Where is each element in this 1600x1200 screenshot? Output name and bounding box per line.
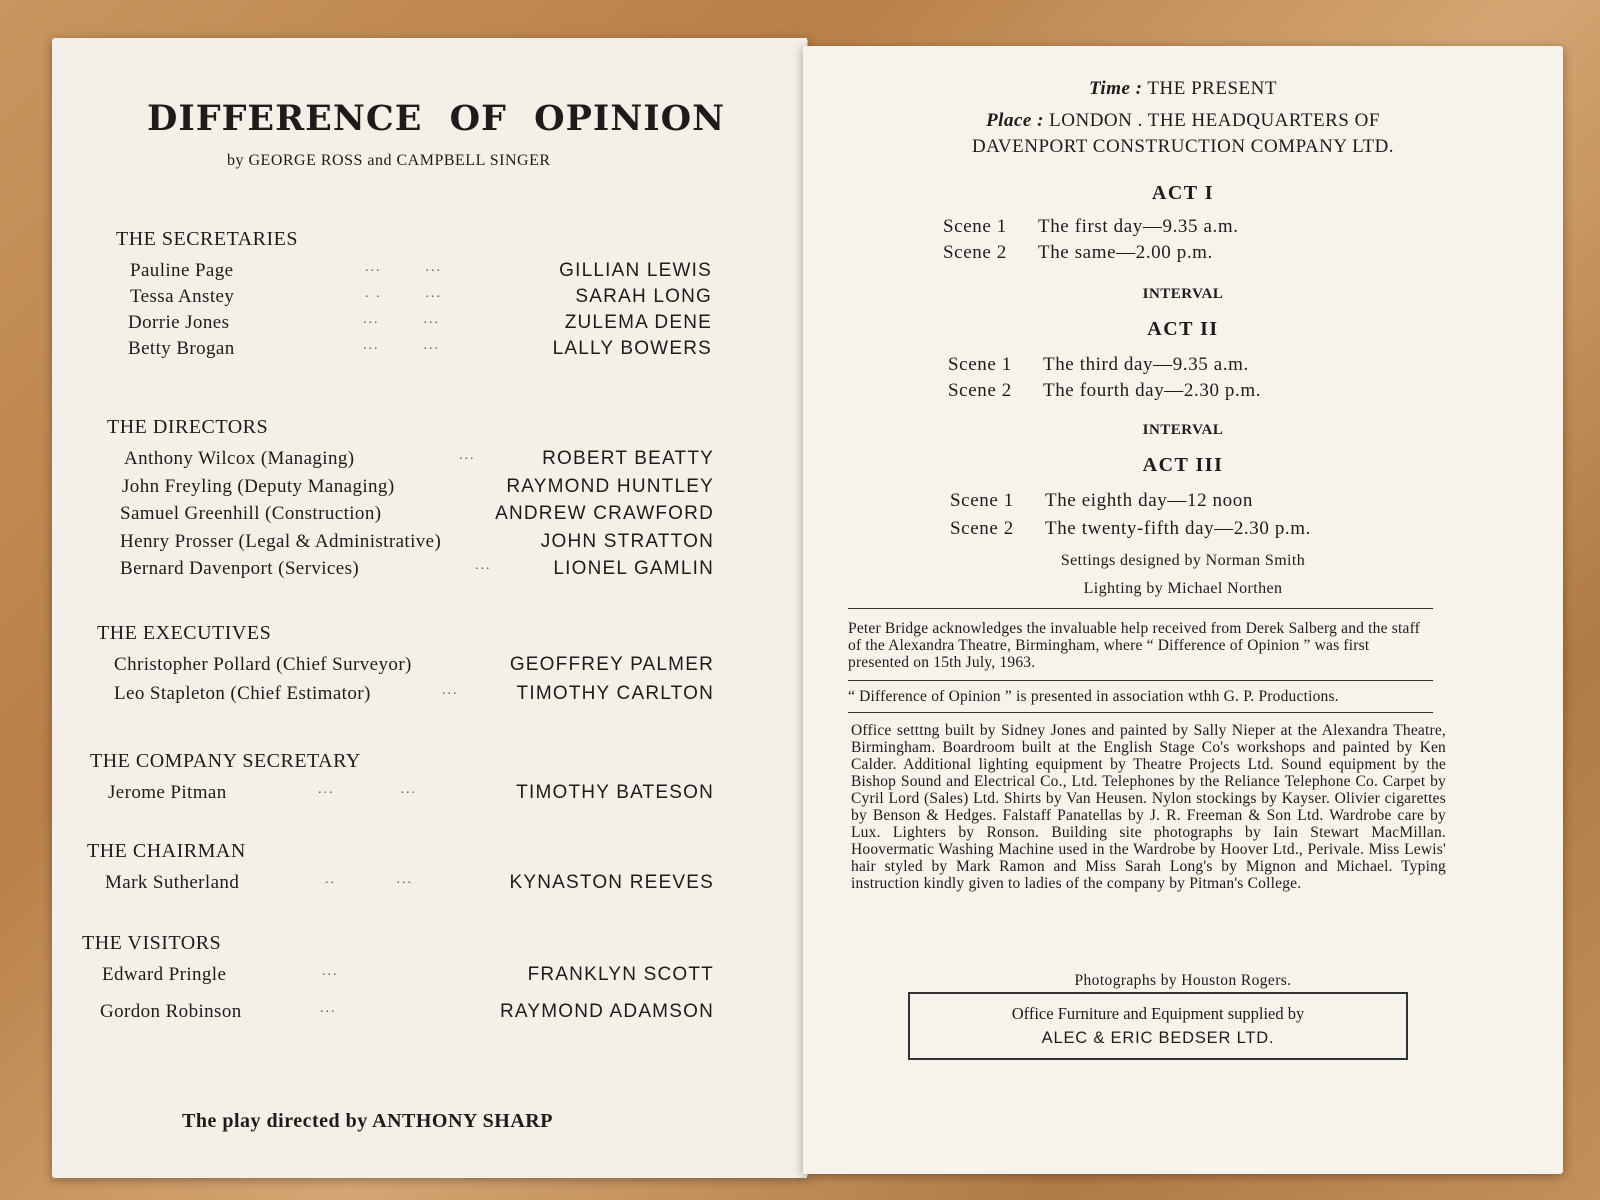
- left-page: [52, 38, 807, 1178]
- character-name: Anthony Wilcox (Managing): [124, 448, 355, 469]
- cast-row: [130, 260, 712, 286]
- actor-name: LIONEL GAMLIN: [553, 558, 714, 579]
- lighting-credit: Lighting by Michael Northen: [1083, 580, 1283, 597]
- scene-description: The twenty-fifth day—2.30 p.m.: [1045, 518, 1312, 539]
- photographs-credit: Photographs by Houston Rogers.: [1074, 972, 1292, 989]
- cast-row: [122, 476, 714, 502]
- act-3-scene-1: [950, 490, 1253, 512]
- actor-name: LALLY BOWERS: [552, 338, 712, 359]
- character-name: Christopher Pollard (Chief Surveyor): [114, 654, 412, 675]
- leader-dots: ...: [322, 964, 339, 979]
- settings-credit: Settings designed by Norman Smith: [1060, 552, 1306, 569]
- divider: [848, 608, 1433, 609]
- cast-row: [120, 558, 714, 584]
- leader-dots: ... ...: [365, 260, 442, 275]
- scene-description: The eighth day—12 noon: [1045, 490, 1253, 511]
- actor-name: RAYMOND HUNTLEY: [506, 475, 714, 497]
- cast-row: [124, 448, 714, 474]
- authors-byline: by GEORGE ROSS and CAMPBELL SINGER: [227, 152, 551, 169]
- character-name: Tessa Anstey: [130, 286, 235, 307]
- time-value: THE PRESENT: [1147, 78, 1277, 99]
- place-company: DAVENPORT CONSTRUCTION COMPANY LTD.: [971, 136, 1395, 157]
- cast-row: [114, 683, 714, 709]
- cast-row: [128, 338, 712, 364]
- section-heading: THE COMPANY SECRETARY: [90, 750, 361, 772]
- cast-row: [128, 312, 712, 338]
- act-3-heading: ACT III: [1142, 454, 1224, 476]
- act-2-scene-1: [948, 354, 1249, 376]
- character-name: Edward Pringle: [102, 964, 227, 985]
- act-2-scene-2: [948, 380, 1261, 402]
- supplier-line-1: Office Furniture and Equipment supplied by: [1011, 1004, 1305, 1023]
- cast-row: [108, 782, 714, 808]
- scene-description: The third day—9.35 a.m.: [1043, 354, 1249, 375]
- cast-row: [130, 286, 712, 312]
- director-credit: The play directed by ANTHONY SHARP: [182, 1110, 553, 1132]
- character-name: Samuel Greenhill (Construction): [120, 503, 382, 524]
- actor-name: FRANKLYN SCOTT: [527, 964, 714, 985]
- character-name: Pauline Page: [130, 260, 234, 281]
- leader-dots: ...: [320, 1001, 337, 1016]
- leader-dots: . . ...: [365, 286, 442, 301]
- time-label: Time :: [1089, 78, 1143, 99]
- cast-row: [120, 503, 714, 529]
- leader-dots: ... ...: [318, 782, 417, 797]
- acknowledgement: Peter Bridge acknowledges the invaluable help received from Derek Salberg and the staff of the Alexandra Theatre, Birmingham, where “ Difference of Opinion ” was first presented on 15th July, 1963.: [848, 620, 1421, 671]
- scene-label: Scene 2: [943, 242, 1007, 263]
- scene-label: Scene 2: [950, 518, 1014, 539]
- cast-row: [105, 872, 714, 898]
- play-title: DIFFERENCE OF OPINION: [147, 98, 726, 139]
- section-heading: THE CHAIRMAN: [87, 840, 246, 862]
- leader-dots: ...: [442, 683, 459, 698]
- cast-row: [102, 964, 714, 990]
- character-name: Mark Sutherland: [105, 872, 240, 893]
- leader-dots: ...: [475, 558, 492, 573]
- scene-description: The first day—9.35 a.m.: [1038, 216, 1239, 237]
- time-line: [803, 78, 1563, 100]
- scene-label: Scene 1: [948, 354, 1012, 375]
- right-page: [803, 46, 1563, 1174]
- leader-dots: .. ...: [325, 872, 413, 887]
- actor-name: SARAH LONG: [575, 286, 712, 307]
- scene-description: The same—2.00 p.m.: [1038, 242, 1213, 263]
- act-3-scene-2: [950, 518, 1311, 540]
- character-name: Dorrie Jones: [128, 312, 230, 333]
- actor-name: KYNASTON REEVES: [509, 872, 714, 893]
- actor-name: TIMOTHY CARLTON: [516, 683, 714, 704]
- production-credits: Office setttng built by Sidney Jones and painted by Sally Nieper at the Alexandra Theatre, Birmingham. Boardroom built at the English Stage Co's workshops and painted by Ken Calder. Additional lighting equipment by Theatre Projects Ltd. Sound equipment by the Bishop Sound and Electrical Co., Ltd. Telephones by the Reliance Telephone Co. Carpet by Cyril Lord (Sales) Ltd. Shirts by Van Heusen. Nylon stockings by Kayser. Olivier cigarettes by Benson & Hedges. Falstaff Panatellas by J. R. Freeman & Son Ltd. Wardrobe care by Lux. Lighters by Ronson. Building site photographs by Iain Stewart MacMillan. Hoovermatic Washing Machine used in the Wardrobe by Hoover Ltd., Perivale. Miss Lewis' hair styled by Mark Ramon and Miss Sarah Long's by Mignon and Michael. Typing instruction kindly given to ladies of the company by Pitman's College.: [851, 722, 1446, 892]
- cast-row: [100, 1001, 714, 1027]
- divider: [848, 680, 1433, 681]
- place-line: [803, 110, 1563, 132]
- divider: [848, 712, 1433, 713]
- scene-label: Scene 1: [950, 490, 1014, 511]
- actor-name: JOHN STRATTON: [540, 530, 714, 552]
- character-name: John Freyling (Deputy Managing): [122, 475, 395, 497]
- scene-description: The fourth day—2.30 p.m.: [1043, 380, 1262, 401]
- cast-row: [120, 531, 714, 557]
- character-name: Bernard Davenport (Services): [120, 558, 360, 579]
- scene-label: Scene 2: [948, 380, 1012, 401]
- section-heading: THE DIRECTORS: [107, 416, 269, 438]
- interval-2: INTERVAL: [1142, 422, 1224, 438]
- leader-dots: ... ...: [363, 312, 440, 327]
- section-heading: THE VISITORS: [82, 932, 222, 954]
- actor-name: GEOFFREY PALMER: [509, 654, 714, 675]
- leader-dots: ... ...: [363, 338, 440, 353]
- interval-1: INTERVAL: [1142, 286, 1224, 302]
- character-name: Henry Prosser (Legal & Administrative): [120, 530, 442, 552]
- character-name: Betty Brogan: [128, 338, 235, 359]
- actor-name: TIMOTHY BATESON: [516, 782, 714, 803]
- actor-name: RAYMOND ADAMSON: [499, 1001, 714, 1022]
- actor-name: ZULEMA DENE: [564, 312, 712, 333]
- character-name: Jerome Pitman: [108, 782, 227, 803]
- place-label: Place :: [986, 110, 1044, 131]
- act-2-heading: ACT II: [1147, 318, 1219, 340]
- actor-name: ANDREW CRAWFORD: [495, 503, 714, 524]
- character-name: Gordon Robinson: [100, 1001, 242, 1022]
- character-name: Leo Stapleton (Chief Estimator): [114, 683, 371, 704]
- actor-name: ROBERT BEATTY: [542, 448, 714, 469]
- act-1-scene-2: [943, 242, 1213, 264]
- actor-name: GILLIAN LEWIS: [559, 260, 712, 281]
- scene-label: Scene 1: [943, 216, 1007, 237]
- act-1-scene-1: [943, 216, 1239, 238]
- furniture-supplier-box: [908, 992, 1408, 1060]
- section-heading: THE SECRETARIES: [116, 228, 299, 250]
- cast-row: [114, 654, 714, 680]
- supplier-line-2: ALEC & ERIC BEDSER LTD.: [1041, 1029, 1275, 1047]
- place-value: LONDON . THE HEADQUARTERS OF: [1049, 110, 1380, 131]
- act-1-heading: ACT I: [1151, 182, 1215, 204]
- association-note: “ Difference of Opinion ” is presented in association wthh G. P. Productions.: [848, 688, 1339, 705]
- section-heading: THE EXECUTIVES: [97, 622, 272, 644]
- leader-dots: ...: [459, 448, 476, 463]
